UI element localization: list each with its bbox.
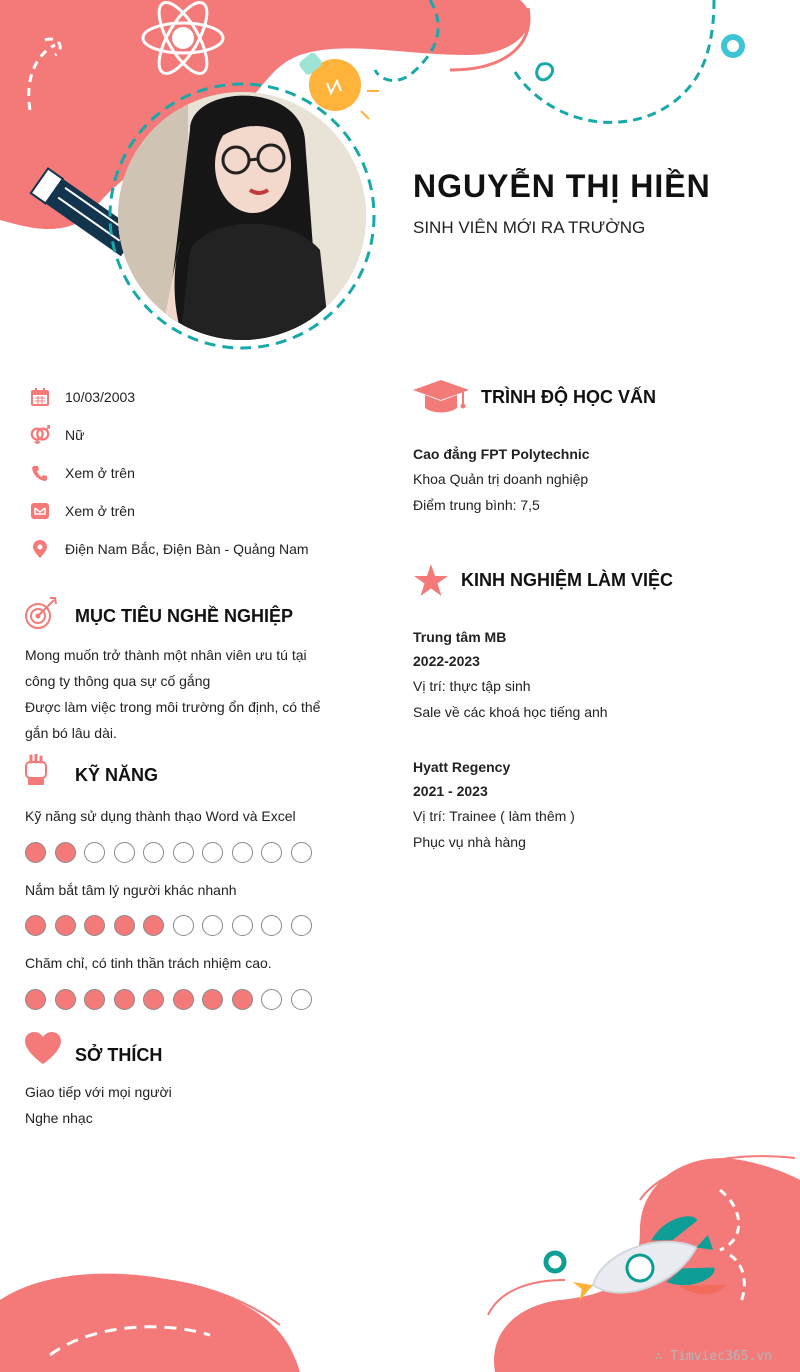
rating-dot-empty [291, 915, 312, 936]
address-text: Điện Nam Bắc, Điện Bàn - Quảng Nam [65, 541, 309, 557]
job-description: Phục vụ nhà hàng [413, 834, 526, 850]
skill-label: Nắm bắt tâm lý người khác nhanh [25, 882, 237, 898]
rating-dot-empty [173, 915, 194, 936]
rating-dot-empty [261, 842, 282, 863]
rating-dot-filled [84, 989, 105, 1010]
contact-gender [30, 423, 85, 447]
hobby-item: Nghe nhạc [25, 1110, 93, 1126]
target-icon [24, 596, 58, 635]
rating-dot-filled [55, 842, 76, 863]
job-role: Vị trí: thực tập sinh [413, 678, 531, 694]
rating-dot-empty [232, 915, 253, 936]
location-pin-icon [30, 539, 50, 559]
skills-heading: KỸ NĂNG [75, 765, 159, 785]
rating-dot-empty [261, 915, 282, 936]
rating-dot-filled [114, 915, 135, 936]
rating-dot-filled [55, 989, 76, 1010]
skill-rating [25, 842, 312, 863]
objective-line: gắn bó lâu dài. [25, 725, 117, 741]
email-icon [30, 501, 50, 521]
rating-dot-filled [25, 989, 46, 1010]
company-name: Trung tâm MB [413, 629, 507, 645]
rating-dot-empty [291, 842, 312, 863]
rating-dot-empty [173, 842, 194, 863]
objective-line: Được làm việc trong môi trường ổn định, có thể [25, 699, 321, 715]
rating-dot-filled [173, 989, 194, 1010]
job-period: 2021 - 2023 [413, 783, 488, 799]
contact-address [30, 537, 309, 561]
rating-dot-empty [114, 842, 135, 863]
birthdate-text: 10/03/2003 [65, 389, 136, 405]
contact-email [30, 499, 135, 523]
hobby-item: Giao tiếp với mọi người [25, 1084, 172, 1100]
rating-dot-filled [84, 915, 105, 936]
job-period: 2022-2023 [413, 653, 480, 669]
school-name: Cao đẳng FPT Polytechnic [413, 446, 590, 462]
star-icon [414, 564, 448, 601]
rating-dot-empty [202, 842, 223, 863]
phone-text: Xem ở trên [65, 465, 135, 481]
lightbulb-icon [298, 51, 379, 119]
hobbies-heading: SỞ THÍCH [75, 1045, 163, 1065]
candidate-name: NGUYỄN THỊ HIỀN [413, 168, 711, 204]
rating-dot-filled [202, 989, 223, 1010]
gender-icon [30, 425, 50, 445]
graduation-cap-icon [413, 380, 469, 419]
job-role: Vị trí: Trainee ( làm thêm ) [413, 808, 575, 824]
avatar [118, 92, 368, 342]
skill-label: Kỹ năng sử dụng thành thạo Word và Excel [25, 808, 296, 824]
objective-heading: MỤC TIÊU NGHỀ NGHIỆP [75, 606, 294, 626]
rating-dot-empty [232, 842, 253, 863]
skill-label: Chăm chỉ, có tinh thần trách nhiệm cao. [25, 955, 272, 971]
footer-decoration [0, 1140, 800, 1372]
education-heading: TRÌNH ĐỘ HỌC VẤN [481, 387, 656, 407]
phone-icon [30, 463, 50, 483]
rating-dot-filled [143, 915, 164, 936]
email-text: Xem ở trên [65, 503, 135, 519]
fist-icon [25, 754, 47, 791]
objective-line: Mong muốn trở thành một nhân viên ưu tú tại [25, 647, 307, 663]
gpa-text: Điểm trung bình: 7,5 [413, 497, 540, 513]
major-text: Khoa Quản trị doanh nghiệp [413, 471, 589, 487]
job-description: Sale về các khoá học tiếng anh [413, 704, 608, 720]
rating-dot-filled [25, 915, 46, 936]
objective-line: công ty thông qua sự cố gắng [25, 673, 211, 689]
rating-dot-filled [25, 842, 46, 863]
calendar-icon [30, 387, 50, 407]
watermark: ∴ Timviec365.vn [654, 1349, 772, 1364]
rating-dot-empty [143, 842, 164, 863]
rating-dot-filled [114, 989, 135, 1010]
skill-rating [25, 989, 312, 1010]
job-title: SINH VIÊN MỚI RA TRƯỜNG [413, 218, 646, 237]
rating-dot-filled [55, 915, 76, 936]
rating-dot-empty [291, 989, 312, 1010]
experience-heading: KINH NGHIỆM LÀM VIỆC [461, 570, 674, 590]
company-name: Hyatt Regency [413, 759, 511, 775]
contact-birthdate [30, 385, 136, 409]
rating-dot-empty [84, 842, 105, 863]
rating-dot-filled [143, 989, 164, 1010]
contact-phone [30, 461, 135, 485]
heart-icon [25, 1032, 61, 1069]
rating-dot-empty [261, 989, 282, 1010]
rating-dot-empty [202, 915, 223, 936]
gender-text: Nữ [65, 427, 85, 443]
rating-dot-filled [232, 989, 253, 1010]
skill-rating [25, 915, 312, 936]
